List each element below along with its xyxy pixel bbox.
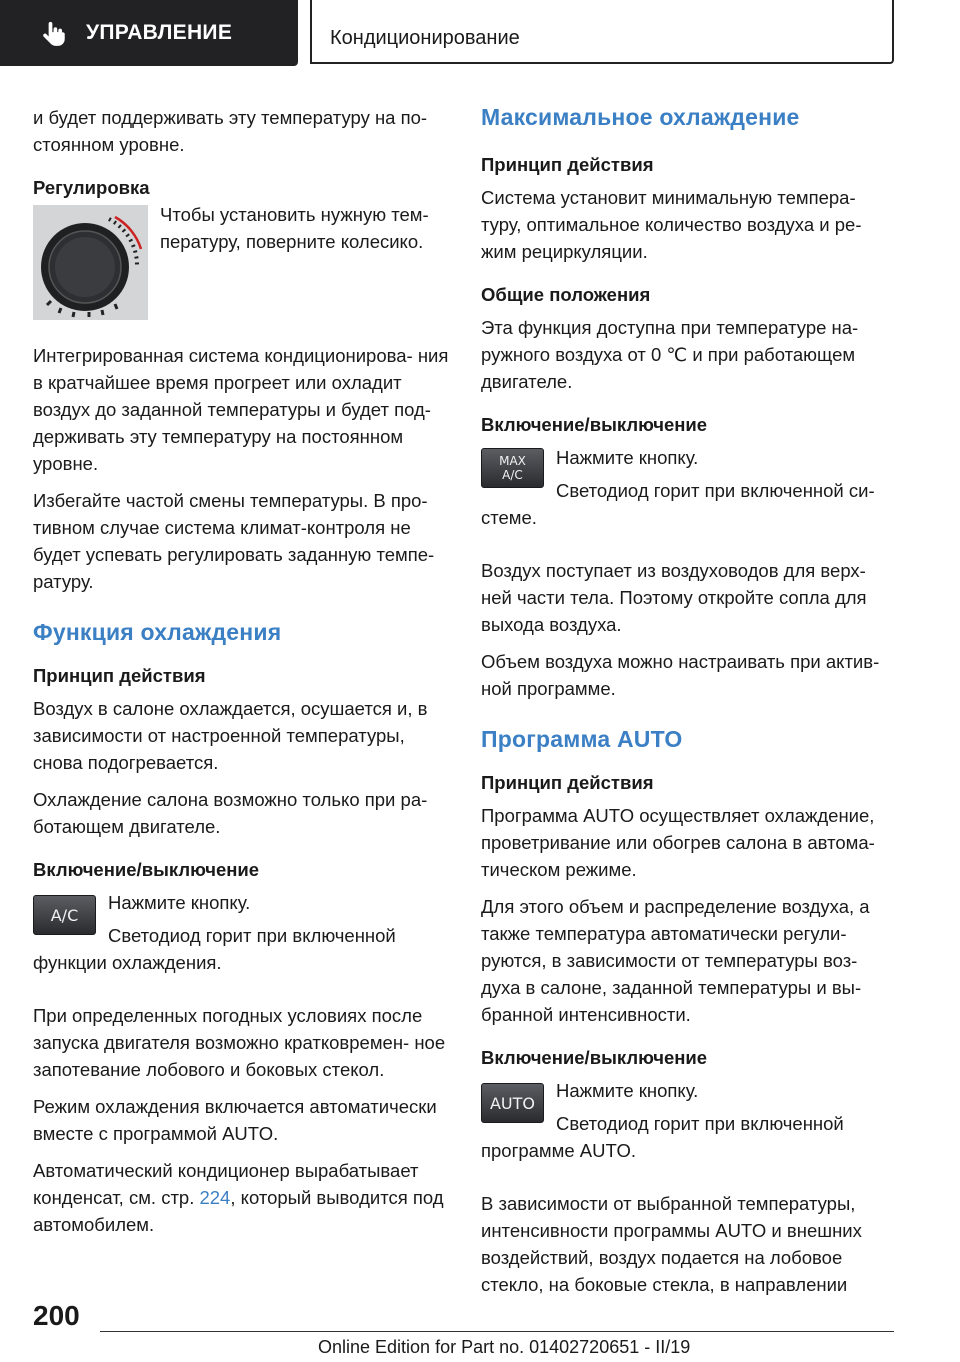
ac-button-image (33, 895, 96, 935)
right-column (481, 104, 899, 1308)
text: Автоматический кондиционер вырабатывает конденсат, см. стр. (33, 1160, 419, 1208)
chapter-title: Кондиционирование (330, 27, 520, 49)
regulation-block (33, 201, 451, 326)
paragraph: Программа AUTO осуществляет охлаждение, проветривание или обогрев салона в автома- тическом режиме. (481, 805, 875, 880)
page-link[interactable]: 224 (199, 1187, 231, 1208)
max-button-line2: A/C (502, 468, 523, 482)
paragraph: В зависимости от выбранной температуры, интенсивности программы AUTO и внешних воздействий, воздух подается на лобовое стекло, на боковые стекла, в направлении (481, 1193, 862, 1295)
text: , который выводится под автомобилем. (33, 1187, 444, 1235)
subheading-principle: Принцип действия (481, 154, 654, 175)
paragraph: Для этого объем и распределение воздуха, а также температура автоматически регули- руются, в зависимости от температуры воз- духа в салоне, заданной температуры и вы- бранной интенсивности. (481, 896, 870, 1025)
auto-button-image (481, 1083, 544, 1123)
section-label: УПРАВЛЕНИЕ (86, 21, 233, 44)
paragraph: Светодиод горит при включенной программе AUTO. (481, 1113, 844, 1161)
heading-max-cooling: Максимальное охлаждение (481, 104, 800, 130)
max-button-block (481, 444, 899, 541)
ac-button-block (33, 889, 451, 986)
paragraph: Нажмите кнопку. (108, 892, 251, 913)
subheading-on-off: Включение/выключение (481, 1047, 708, 1068)
paragraph: и будет поддерживать эту температуру на по- стоянном уровне. (33, 107, 428, 155)
paragraph: Воздух в салоне охлаждается, осушается и, в зависимости от настроенной температуры, снова подогревается. (33, 698, 428, 773)
subheading-principle: Принцип действия (33, 665, 206, 686)
paragraph: Нажмите кнопку. (556, 1080, 699, 1101)
paragraph: Интегрированная система кондиционирова- ния в кратчайшее время прогреет или охладит воздух до заданной температуры и будет под- держивать эту температуру на постоянном уровне. (33, 345, 449, 474)
paragraph (33, 1157, 451, 1238)
paragraph: Объем воздуха можно настраивать при актив- ной программе. (481, 651, 880, 699)
paragraph: Охлаждение салона возможно только при ра- ботающем двигателе. (33, 789, 428, 837)
page-number: 200 (33, 1300, 80, 1331)
paragraph: Избегайте частой смены температуры. В про- тивном случае система климат-контроля не будет успевать регулировать заданную темпе- ратуру. (33, 490, 435, 592)
subheading-regulation: Регулировка (33, 177, 150, 198)
subheading-principle: Принцип действия (481, 772, 654, 793)
paragraph: Режим охлаждения включается автоматически вместе с программой AUTO. (33, 1096, 437, 1144)
auto-button-label: AUTO (489, 1093, 536, 1113)
heading-auto-program: Программа AUTO (481, 726, 683, 752)
paragraph: Воздух поступает из воздуховодов для верх- ней части тела. Поэтому откройте сопла для выхода воздуха. (481, 560, 867, 635)
footer-divider (100, 1331, 894, 1332)
left-column (33, 104, 451, 1248)
max-button-line1: MAX (499, 454, 526, 468)
subheading-general: Общие положения (481, 284, 651, 305)
paragraph: При определенных погодных условиях после запуска двигателя возможно кратковремен- ное запотевание лобового и боковых стекол. (33, 1005, 446, 1080)
hand-pointer-icon (40, 19, 68, 47)
subheading-on-off: Включение/выключение (33, 859, 260, 880)
heading-cooling-function: Функция охлаждения (33, 619, 282, 645)
paragraph: Чтобы установить нужную тем- пературу, поверните колесико. (160, 204, 429, 252)
temperature-dial-image (33, 205, 148, 320)
paragraph: Система установит минимальную темпера- туру, оптимальное количество воздуха и ре- жим рециркуляции. (481, 187, 862, 262)
paragraph: Нажмите кнопку. (556, 447, 699, 468)
auto-button-block (481, 1077, 899, 1174)
ac-button-label: A/C (50, 905, 79, 925)
paragraph: Светодиод горит при включенной функции охлаждения. (33, 925, 396, 973)
subheading-on-off: Включение/выключение (481, 414, 708, 435)
section-tab (0, 0, 298, 66)
max-ac-button-image (481, 448, 544, 488)
paragraph: Эта функция доступна при температуре на- ружного воздуха от 0 ℃ и при работающем двигателе. (481, 317, 859, 392)
chapter-header (310, 0, 894, 64)
edition-note: Online Edition for Part no. 01402720651 - II/19 (318, 1337, 691, 1357)
paragraph: Светодиод горит при включенной си- стеме. (481, 480, 875, 528)
